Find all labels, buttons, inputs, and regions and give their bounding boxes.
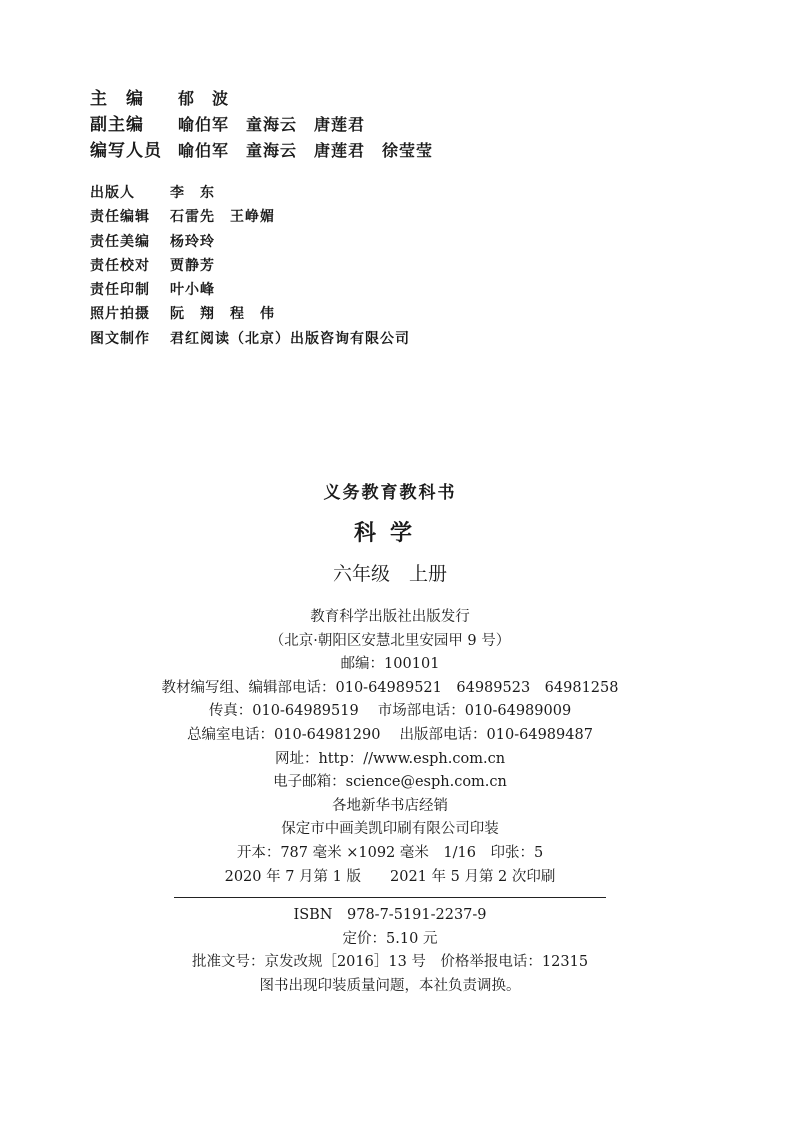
staff-role: 责任校对 bbox=[90, 257, 150, 274]
editor-row bbox=[90, 110, 433, 136]
staff-row bbox=[90, 279, 410, 303]
staff-role: 照片拍摄 bbox=[90, 306, 150, 323]
staff-row bbox=[90, 328, 410, 352]
book-subject: 科学 bbox=[353, 521, 426, 546]
book-series: 义务教育教科书 bbox=[323, 483, 457, 503]
editor-role: 主 编 bbox=[90, 89, 144, 109]
divider bbox=[174, 897, 606, 898]
printer: 保定市中画美凯印刷有限公司印装 bbox=[281, 821, 499, 838]
editor-names: 喻伯军 童海云 唐莲君 bbox=[178, 115, 366, 134]
format-spec: 开本：787 毫米 ×1092 毫米 1/16 印张：5 bbox=[236, 844, 544, 861]
staff-names: 李 东 bbox=[170, 185, 215, 201]
editorial-phone: 教材编写组、编辑部电话：010-64989521 64989523 64981258 bbox=[161, 679, 619, 696]
staff-row bbox=[90, 182, 410, 206]
staff-role: 责任印制 bbox=[90, 282, 150, 299]
staff-row bbox=[90, 206, 410, 230]
editor-role: 副主编 bbox=[90, 115, 144, 135]
editor-row bbox=[90, 84, 433, 110]
email: 电子邮箱：science@esph.com.cn bbox=[273, 774, 507, 791]
postal-code: 邮编：100101 bbox=[340, 656, 440, 673]
staff-names: 石雷先 王峥媚 bbox=[170, 209, 275, 226]
staff-names: 叶小峰 bbox=[170, 282, 215, 299]
staff-names: 贾静芳 bbox=[170, 257, 215, 274]
staff-role: 图文制作 bbox=[90, 330, 150, 347]
colophon-block bbox=[0, 478, 780, 999]
staff-names: 阮 翔 程 伟 bbox=[170, 306, 275, 323]
staff-block bbox=[90, 182, 410, 352]
isbn: ISBN 978-7-5191-2237-9 bbox=[293, 907, 487, 924]
distributor: 各地新华书店经销 bbox=[332, 797, 448, 814]
staff-names: 君红阅读（北京）出版咨询有限公司 bbox=[170, 330, 410, 347]
office-phone: 总编室电话：010-64981290 出版部电话：010-64989487 bbox=[187, 726, 593, 743]
staff-names: 杨玲玲 bbox=[170, 233, 215, 250]
staff-role: 责任编辑 bbox=[90, 209, 150, 226]
publisher-line: 教育科学出版社出版发行 bbox=[310, 609, 470, 625]
publisher-address: （北京·朝阳区安慧北里安园甲 9 号） bbox=[269, 632, 511, 649]
approval-number: 批准文号：京发改规［2016］13 号 价格举报电话：12315 bbox=[191, 954, 589, 971]
editor-names: 郁 波 bbox=[178, 89, 230, 108]
price: 定价：5.10 元 bbox=[342, 930, 438, 947]
fax-market-phone: 传真：010-64989519 市场部电话：010-64989009 bbox=[208, 703, 572, 720]
edition-info: 2020 年 7 月第 1 版 2021 年 5 月第 2 次印刷 bbox=[224, 868, 556, 885]
editor-names: 喻伯军 童海云 唐莲君 徐莹莹 bbox=[178, 141, 434, 160]
editor-row bbox=[90, 136, 433, 162]
website: 网址：http：//www.esph.com.cn bbox=[274, 750, 506, 767]
staff-row bbox=[90, 303, 410, 327]
staff-row bbox=[90, 231, 410, 255]
staff-role: 责任美编 bbox=[90, 233, 150, 250]
editor-role: 编写人员 bbox=[90, 141, 162, 161]
editors-block bbox=[90, 84, 433, 162]
staff-role: 出版人 bbox=[90, 185, 135, 201]
staff-row bbox=[90, 255, 410, 279]
quality-notice: 图书出现印装质量问题，本社负责调换。 bbox=[259, 977, 521, 994]
book-grade: 六年级 上册 bbox=[332, 563, 447, 585]
